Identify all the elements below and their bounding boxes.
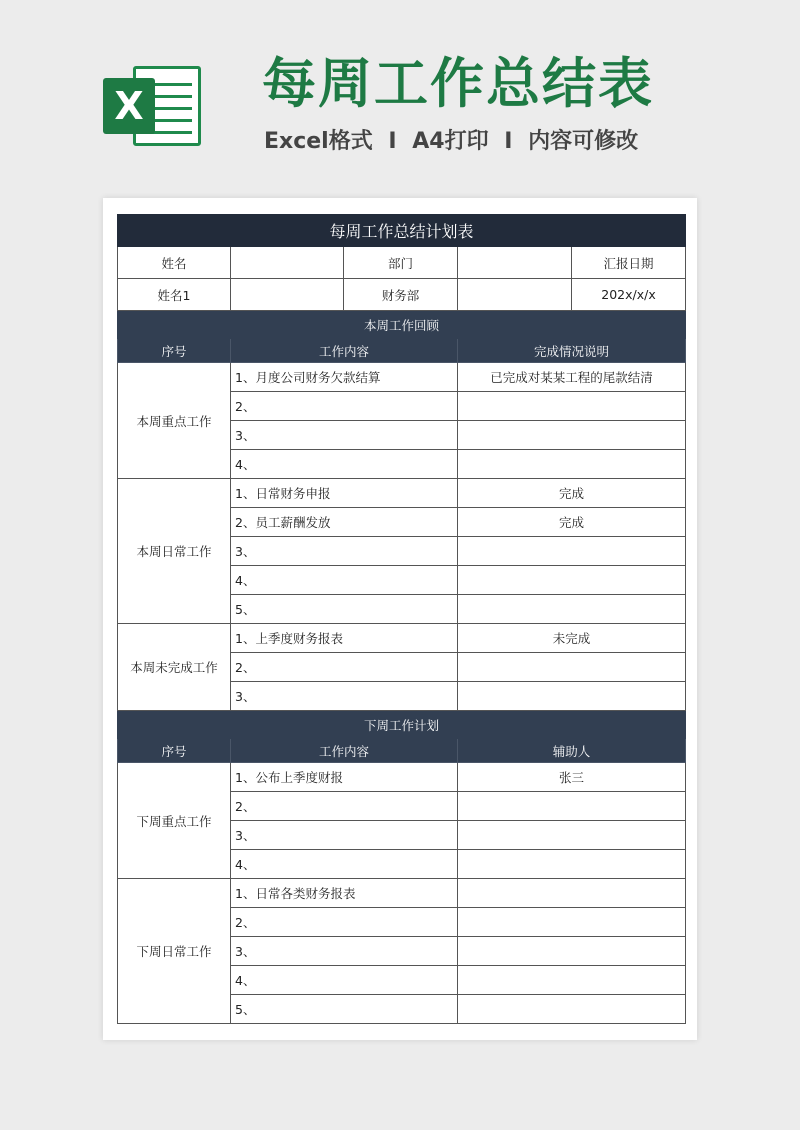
work-content-cell[interactable]: 4、 [231, 566, 458, 595]
header-content: 工作内容 [231, 739, 458, 763]
group-label: 本周日常工作 [118, 479, 231, 624]
plan-section-title: 下周工作计划 [118, 711, 686, 739]
work-content-cell[interactable]: 1、月度公司财务欠款结算 [231, 363, 458, 392]
status-cell[interactable] [458, 595, 686, 624]
work-content-cell[interactable]: 2、 [231, 908, 458, 937]
logo-letter: X [103, 78, 155, 134]
table-title: 每周工作总结计划表 [118, 215, 686, 247]
plan-header-row [118, 739, 686, 763]
work-content-cell[interactable]: 1、上季度财务报表 [231, 624, 458, 653]
status-cell[interactable] [458, 537, 686, 566]
work-content-cell[interactable]: 5、 [231, 995, 458, 1024]
sheet-paper [103, 198, 697, 1040]
status-cell[interactable]: 未完成 [458, 624, 686, 653]
work-content-cell[interactable]: 1、公布上季度财报 [231, 763, 458, 792]
subtitle-separator: I [504, 129, 513, 154]
subtitle-editable: 内容可修改 [528, 129, 639, 154]
dept-label: 部门 [344, 247, 458, 279]
dept-value-blank[interactable] [458, 279, 572, 311]
info-value-row [118, 279, 686, 311]
work-content-cell[interactable]: 3、 [231, 821, 458, 850]
status-cell[interactable] [458, 566, 686, 595]
group-label: 本周未完成工作 [118, 624, 231, 711]
group-label: 下周重点工作 [118, 763, 231, 879]
work-content-cell[interactable]: 3、 [231, 682, 458, 711]
status-cell[interactable] [458, 821, 686, 850]
work-content-cell[interactable]: 1、日常各类财务报表 [231, 879, 458, 908]
table-row [118, 624, 686, 653]
work-content-cell[interactable]: 4、 [231, 850, 458, 879]
plan-section-row [118, 711, 686, 739]
header-status: 辅助人 [458, 739, 686, 763]
work-content-cell[interactable]: 3、 [231, 937, 458, 966]
work-content-cell[interactable]: 4、 [231, 966, 458, 995]
status-cell[interactable] [458, 966, 686, 995]
table-row [118, 879, 686, 908]
name-value[interactable]: 姓名1 [118, 279, 231, 311]
header-index: 序号 [118, 339, 231, 363]
name-label: 姓名 [118, 247, 231, 279]
work-content-cell[interactable]: 2、 [231, 792, 458, 821]
work-content-cell[interactable]: 4、 [231, 450, 458, 479]
weekly-summary-table [117, 214, 686, 1024]
banner-title: 每周工作总结表 [262, 52, 654, 115]
status-cell[interactable] [458, 653, 686, 682]
group-label: 本周重点工作 [118, 363, 231, 479]
work-content-cell[interactable]: 2、 [231, 653, 458, 682]
header-status: 完成情况说明 [458, 339, 686, 363]
date-value[interactable]: 202x/x/x [572, 279, 686, 311]
table-row [118, 763, 686, 792]
subtitle-print: A4打印 [412, 129, 489, 154]
dept-label-blank[interactable] [458, 247, 572, 279]
header-content: 工作内容 [231, 339, 458, 363]
status-cell[interactable] [458, 392, 686, 421]
excel-logo-icon [103, 60, 207, 150]
review-section-row [118, 311, 686, 339]
banner-subtitle [264, 126, 694, 158]
group-label: 下周日常工作 [118, 879, 231, 1024]
banner [0, 0, 800, 190]
status-cell[interactable]: 张三 [458, 763, 686, 792]
status-cell[interactable] [458, 792, 686, 821]
table-row [118, 479, 686, 508]
status-cell[interactable]: 完成 [458, 508, 686, 537]
review-section-title: 本周工作回顾 [118, 311, 686, 339]
work-content-cell[interactable]: 3、 [231, 537, 458, 566]
name-label-blank[interactable] [231, 247, 344, 279]
work-content-cell[interactable]: 1、日常财务申报 [231, 479, 458, 508]
status-cell[interactable]: 完成 [458, 479, 686, 508]
table-title-row [118, 215, 686, 247]
status-cell[interactable] [458, 421, 686, 450]
status-cell[interactable] [458, 682, 686, 711]
status-cell[interactable] [458, 995, 686, 1024]
status-cell[interactable] [458, 879, 686, 908]
status-cell[interactable] [458, 908, 686, 937]
date-label: 汇报日期 [572, 247, 686, 279]
info-label-row [118, 247, 686, 279]
subtitle-format: Excel格式 [264, 129, 373, 154]
status-cell[interactable] [458, 450, 686, 479]
table-row [118, 363, 686, 392]
work-content-cell[interactable]: 5、 [231, 595, 458, 624]
review-header-row [118, 339, 686, 363]
status-cell[interactable]: 已完成对某某工程的尾款结清 [458, 363, 686, 392]
dept-value[interactable]: 财务部 [344, 279, 458, 311]
status-cell[interactable] [458, 937, 686, 966]
status-cell[interactable] [458, 850, 686, 879]
work-content-cell[interactable]: 3、 [231, 421, 458, 450]
header-index: 序号 [118, 739, 231, 763]
subtitle-separator: I [388, 129, 397, 154]
work-content-cell[interactable]: 2、 [231, 392, 458, 421]
name-value-blank[interactable] [231, 279, 344, 311]
work-content-cell[interactable]: 2、员工薪酬发放 [231, 508, 458, 537]
